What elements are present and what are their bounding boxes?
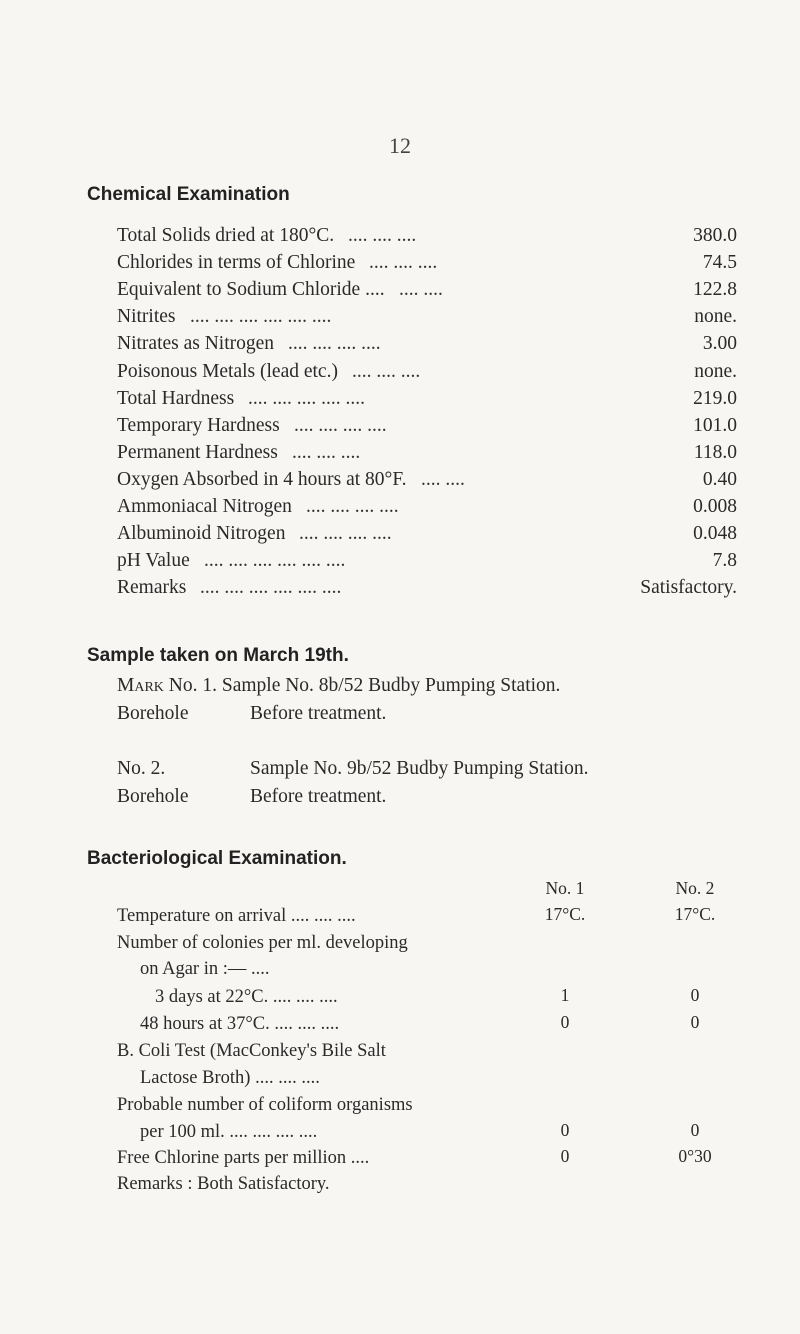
chemical-row-leader: .... .... .... .... <box>294 414 387 436</box>
sample-2-number: No. 2. <box>117 758 166 779</box>
chemical-row-leader: .... .... .... .... .... .... <box>204 550 346 572</box>
chemical-examination-heading: Chemical Examination <box>87 184 290 205</box>
chemical-row-value: 219.0 <box>693 387 737 409</box>
sample-2-borehole: Borehole <box>117 786 189 807</box>
chemical-row-label: Chlorides in terms of Chlorine <box>117 252 356 274</box>
chemical-row <box>117 467 737 493</box>
probable-coliform-no1: 0 <box>560 1120 570 1140</box>
chemical-row-label: Permanent Hardness <box>117 441 278 463</box>
chemical-row-label: Nitrites <box>117 306 176 328</box>
chemical-row <box>117 413 737 439</box>
chemical-row-value: none. <box>694 360 737 382</box>
chemical-row-value: 7.8 <box>712 550 737 572</box>
chemical-row-label: Remarks <box>117 577 187 599</box>
coli-test-label-line1: B. Coli Test (MacConkey's Bile Salt <box>117 1041 386 1061</box>
free-chlorine-no1: 0 <box>560 1146 570 1166</box>
chemical-row-leader: .... .... <box>399 279 443 301</box>
free-chlorine-no2: 0°30 <box>678 1146 712 1166</box>
chemical-row-leader: .... .... .... .... <box>288 333 381 355</box>
chemical-row <box>117 521 737 547</box>
chemical-row <box>117 548 737 574</box>
chemical-row-label: Total Solids dried at 180°C. <box>117 225 335 246</box>
chemical-row-leader: .... .... .... .... <box>299 523 392 545</box>
hours-37c-no2: 0 <box>690 1012 700 1032</box>
chemical-row-value: 118.0 <box>693 441 737 463</box>
chemical-row <box>117 304 737 330</box>
chemical-row-label: Total Hardness <box>117 387 235 409</box>
mark-label: Mark <box>117 675 164 696</box>
probable-coliform-no2: 0 <box>690 1120 700 1140</box>
free-chlorine-label: Free Chlorine parts per million .... <box>117 1148 370 1168</box>
chemical-row-value: Satisfactory. <box>640 577 737 599</box>
chemical-row <box>117 359 737 385</box>
chemical-row-value: 0.008 <box>693 496 737 517</box>
chemical-row-leader: .... .... .... .... .... .... <box>190 306 332 328</box>
days-22c-no2: 0 <box>690 985 700 1005</box>
chemical-row-leader: .... .... .... .... .... .... <box>200 577 342 599</box>
chemical-row-value: 380.0 <box>693 225 737 246</box>
chemical-row-value: 3.00 <box>702 333 737 355</box>
chemical-row-label: Equivalent to Sodium Chloride .... <box>117 279 385 301</box>
coli-test-label-line2: Lactose Broth) .... .... .... <box>140 1068 320 1088</box>
chemical-row-label: Poisonous Metals (lead etc.) <box>117 360 338 382</box>
chemical-row-value: 0.40 <box>702 468 737 490</box>
days-22c-label: 3 days at 22°C. .... .... .... <box>155 987 338 1007</box>
column-header-no1: No. 1 <box>545 878 585 898</box>
chemical-row-leader: .... .... .... <box>292 441 361 463</box>
sample-heading: Sample taken on March 19th. <box>87 645 349 666</box>
chemical-row-label: Nitrates as Nitrogen <box>117 333 275 355</box>
page-number: 12 <box>389 133 411 158</box>
chemical-row-label: Oxygen Absorbed in 4 hours at 80°F. <box>117 468 407 490</box>
temperature-no1: 17°C. <box>544 904 586 924</box>
bacteriological-remarks: Remarks : Both Satisfactory. <box>117 1174 330 1194</box>
sample-2-treatment: Before treatment. <box>250 786 387 807</box>
chemical-row <box>117 250 737 276</box>
temperature-no2: 17°C. <box>674 904 716 924</box>
chemical-row-value: none. <box>694 306 737 328</box>
chemical-row-leader: .... .... .... .... <box>306 496 399 517</box>
chemical-row-label: Ammoniacal Nitrogen <box>117 496 292 517</box>
hours-37c-label: 48 hours at 37°C. .... .... .... <box>140 1014 340 1034</box>
chemical-row <box>117 331 737 357</box>
colonies-label-line2: on Agar in :— .... <box>140 959 270 979</box>
chemical-row-leader: .... .... <box>421 468 465 490</box>
bacteriological-heading: Bacteriological Examination. <box>87 848 347 869</box>
chemical-row-label: pH Value <box>117 550 190 572</box>
chemical-row <box>117 575 737 601</box>
probable-coliform-label-line1: Probable number of coliform organisms <box>117 1095 413 1115</box>
sample-2-text: Sample No. 9b/52 Budby Pumping Station. <box>250 758 589 779</box>
colonies-label-line1: Number of colonies per ml. developing <box>117 933 408 953</box>
chemical-row-label: Albuminoid Nitrogen <box>117 523 286 545</box>
sample-line-1 <box>117 675 560 697</box>
chemical-row <box>117 494 737 520</box>
chemical-row-leader: .... .... .... <box>369 252 438 274</box>
chemical-row-leader: .... .... .... <box>348 225 417 246</box>
chemical-row-value: 101.0 <box>693 414 737 436</box>
temperature-label: Temperature on arrival .... .... .... <box>117 906 356 926</box>
column-header-no2: No. 2 <box>675 878 715 898</box>
probable-coliform-label-line2: per 100 ml. .... .... .... .... <box>140 1122 318 1142</box>
chemical-row-value: 122.8 <box>693 279 737 301</box>
sample-1-treatment: Before treatment. <box>250 703 387 724</box>
chemical-row <box>117 277 737 303</box>
chemical-row-value: 74.5 <box>702 252 737 274</box>
chemical-row <box>117 223 737 249</box>
chemical-row-leader: .... .... .... .... .... <box>248 387 365 409</box>
hours-37c-no1: 0 <box>560 1012 570 1032</box>
chemical-row <box>117 440 737 466</box>
days-22c-no1: 1 <box>560 985 570 1005</box>
chemical-row-value: 0.048 <box>693 523 737 545</box>
sample-1-text: No. 1. Sample No. 8b/52 Budby Pumping Station. <box>168 675 561 696</box>
chemical-row-label: Temporary Hardness <box>117 414 280 436</box>
sample-1-borehole: Borehole <box>117 703 189 724</box>
chemical-row <box>117 386 737 412</box>
chemical-row-leader: .... .... .... <box>352 360 421 382</box>
